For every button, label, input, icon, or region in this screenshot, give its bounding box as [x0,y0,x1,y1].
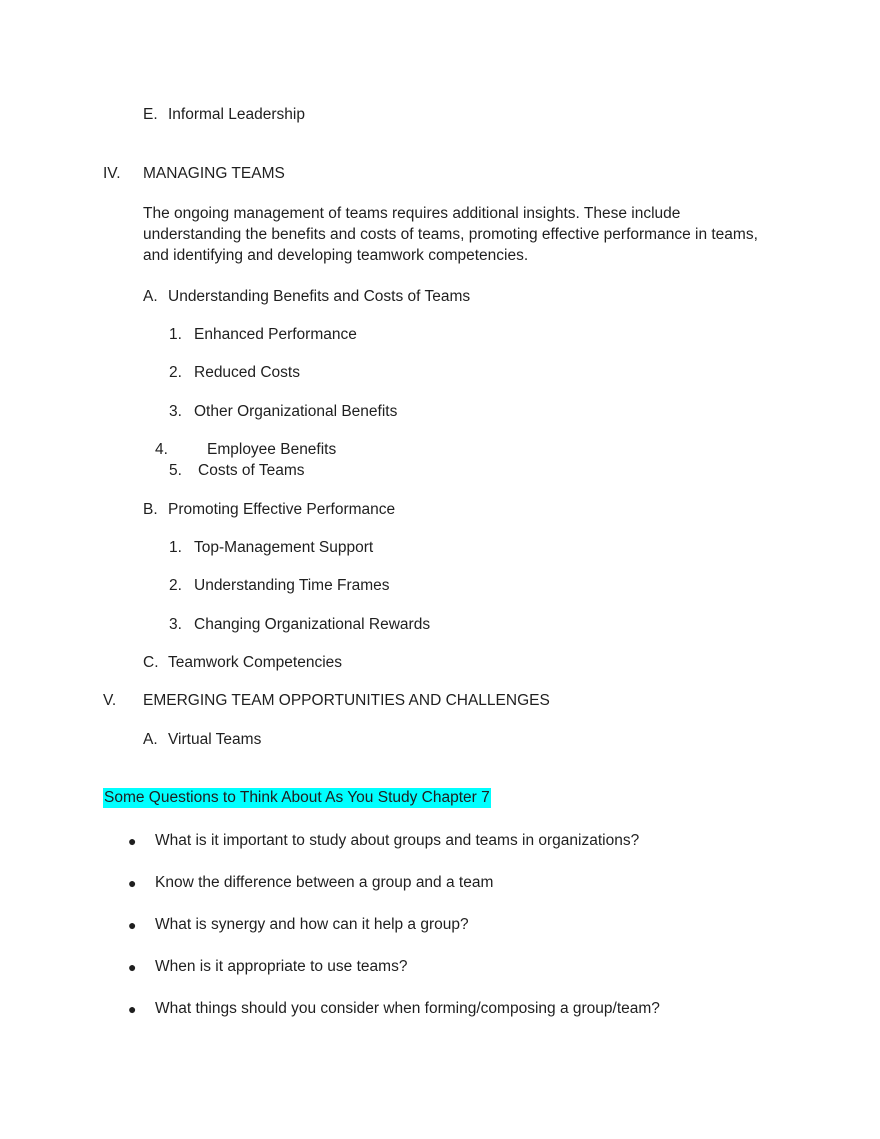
questions-heading: Some Questions to Think About As You Study Chapter 7 [104,789,490,806]
list-marker: 4. [155,441,168,458]
question-item: What things should you consider when forming/composing a group/team? [155,1000,660,1017]
section-iv-paragraph [143,203,793,266]
bullet-icon: ● [128,1001,137,1017]
list-item-employee-benefits: Employee Benefits [207,441,337,458]
list-marker: 2. [169,577,182,594]
outline-marker-a: A. [143,288,158,305]
list-marker: 1. [169,539,182,556]
paragraph-line: and identifying and developing teamwork competencies. [143,247,529,264]
list-item-organizational-rewards: Changing Organizational Rewards [194,616,431,633]
section-iv-marker: IV. [103,165,121,182]
list-item-time-frames: Understanding Time Frames [194,577,390,594]
section-iv-title: MANAGING TEAMS [143,165,285,182]
list-item-costs-of-teams: Costs of Teams [198,462,305,479]
list-marker: 3. [169,616,182,633]
bullet-icon: ● [128,917,137,933]
list-item-top-management-support: Top-Management Support [194,539,374,556]
question-item: What is it important to study about groups and teams in organizations? [155,832,640,849]
question-item: Know the difference between a group and a team [155,874,494,891]
outline-item-effective-performance: Promoting Effective Performance [168,501,396,518]
list-marker: 3. [169,403,182,420]
bullet-icon: ● [128,959,137,975]
outline-marker-b: B. [143,501,158,518]
paragraph-line: The ongoing management of teams requires additional insights. These include [143,205,681,222]
section-v-title: EMERGING TEAM OPPORTUNITIES AND CHALLENGES [143,692,550,709]
outline-item-teamwork-competencies: Teamwork Competencies [168,654,343,671]
paragraph-line: understanding the benefits and costs of teams, promoting effective performance in teams, [143,226,758,243]
outline-item-virtual-teams: Virtual Teams [168,731,262,748]
list-item-reduced-costs: Reduced Costs [194,364,300,381]
bullet-icon: ● [128,833,137,849]
bullet-icon: ● [128,875,137,891]
outline-marker-e: E. [143,106,158,123]
list-marker: 5. [169,462,182,479]
list-item-enhanced-performance: Enhanced Performance [194,326,357,343]
outline-marker-a: A. [143,731,158,748]
list-item-other-benefits: Other Organizational Benefits [194,403,398,420]
outline-item-benefits-costs: Understanding Benefits and Costs of Teams [168,288,471,305]
section-v-marker: V. [103,692,117,709]
list-marker: 1. [169,326,182,343]
outline-marker-c: C. [143,654,159,671]
list-marker: 2. [169,364,182,381]
question-item: When is it appropriate to use teams? [155,958,408,975]
outline-item-informal-leadership: Informal Leadership [168,106,305,123]
question-item: What is synergy and how can it help a group? [155,916,469,933]
